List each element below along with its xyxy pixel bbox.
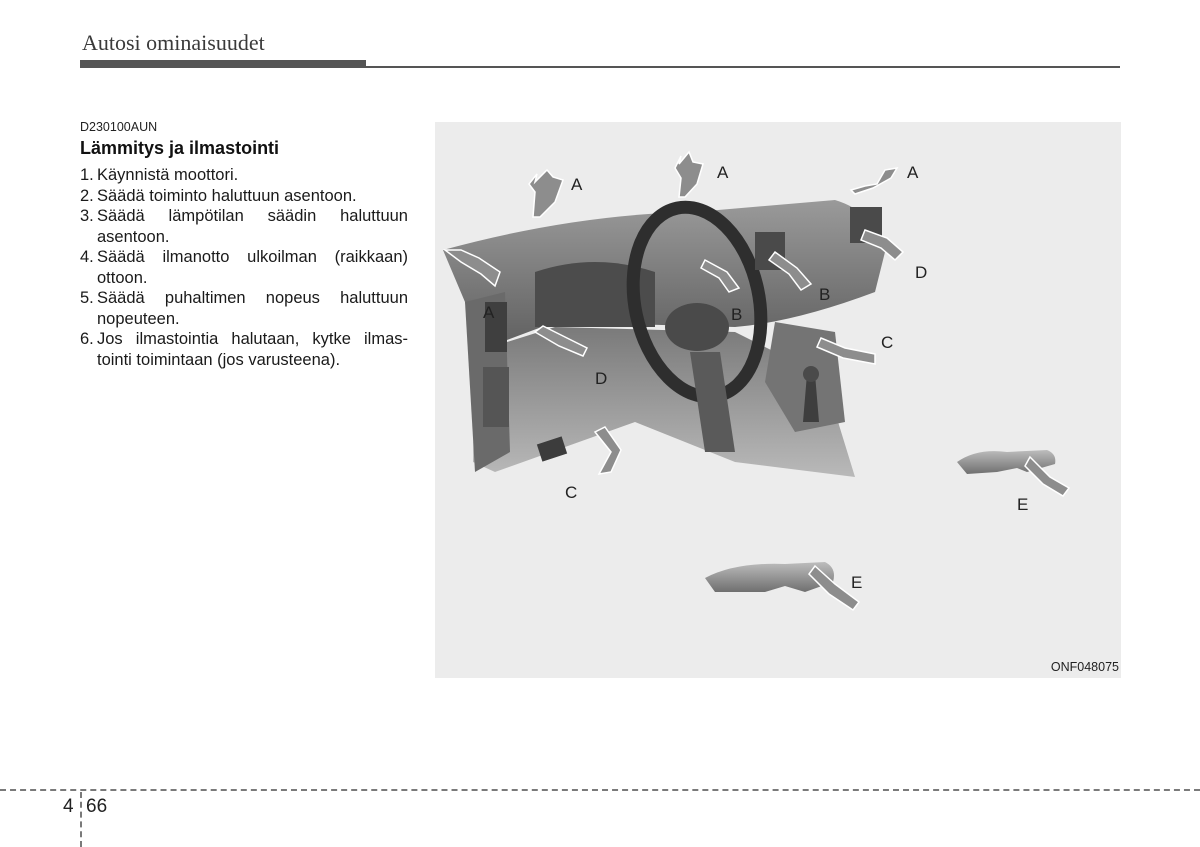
- airflow-arrow: [675, 152, 703, 197]
- section-code: D230100AUN: [80, 120, 158, 134]
- gear-knob-shape: [803, 366, 819, 382]
- step-item: [80, 206, 408, 247]
- vent-label-d: D: [915, 263, 928, 282]
- step-item: [80, 247, 408, 288]
- step-text: Käynnistä moottori.: [97, 166, 239, 184]
- step-item: [80, 186, 408, 207]
- figure-code: ONF048075: [1050, 660, 1119, 674]
- vent-label-c: C: [881, 333, 894, 352]
- step-item: [80, 165, 408, 186]
- chapter-number: 4: [63, 796, 74, 817]
- steering-wheel-hub: [665, 303, 729, 351]
- dashboard-drawing: [435, 122, 1121, 678]
- instruction-steps: [80, 165, 408, 370]
- step-number: 3.: [80, 207, 94, 225]
- door-switch-panel-shape: [483, 367, 509, 427]
- airflow-arrow: [851, 168, 897, 194]
- step-number: 6.: [80, 330, 94, 348]
- dashboard-vent-illustration: [435, 122, 1121, 678]
- step-item: [80, 329, 408, 370]
- vent-label-a: A: [571, 175, 583, 194]
- page-number: 66: [86, 796, 108, 817]
- vent-label-a: A: [907, 163, 919, 182]
- step-text: Jos ilmastointia halutaan, kytke ilmas- tointi toimintaan (jos varusteena).: [97, 330, 408, 369]
- vent-label-b: B: [819, 285, 831, 304]
- step-number: 4.: [80, 248, 94, 266]
- footer-rule: [0, 789, 1200, 791]
- vent-label-e: E: [1017, 495, 1029, 514]
- step-text: Säädä lämpötilan säädin haluttuun asentoon.: [97, 207, 408, 246]
- vent-label-d: D: [595, 369, 608, 388]
- step-text: Säädä ilmanotto ulkoilman (raikkaan) ottoon.: [97, 248, 408, 287]
- footer-separator: [80, 792, 82, 847]
- dashboard-upper-shape: [443, 200, 885, 352]
- section-title: Lämmitys ja ilmastointi: [80, 138, 280, 158]
- header-rule: [80, 66, 1120, 68]
- vent-label-a: A: [717, 163, 729, 182]
- step-item: [80, 288, 408, 329]
- step-text: Säädä toiminto haluttuun asentoon.: [97, 186, 357, 205]
- vent-label-b: B: [731, 305, 743, 324]
- step-number: 2.: [80, 186, 94, 205]
- airflow-arrow: [595, 427, 621, 474]
- step-text: Säädä puhaltimen nopeus haluttuun nopeuteen.: [97, 289, 408, 328]
- vent-label-c: C: [565, 483, 578, 502]
- step-number: 5.: [80, 289, 94, 307]
- chapter-header-title: Autosi ominaisuudet: [82, 30, 265, 55]
- airflow-arrow: [529, 170, 563, 217]
- step-number: 1.: [80, 166, 94, 184]
- vent-label-a: A: [483, 303, 495, 322]
- vent-label-e: E: [851, 573, 863, 592]
